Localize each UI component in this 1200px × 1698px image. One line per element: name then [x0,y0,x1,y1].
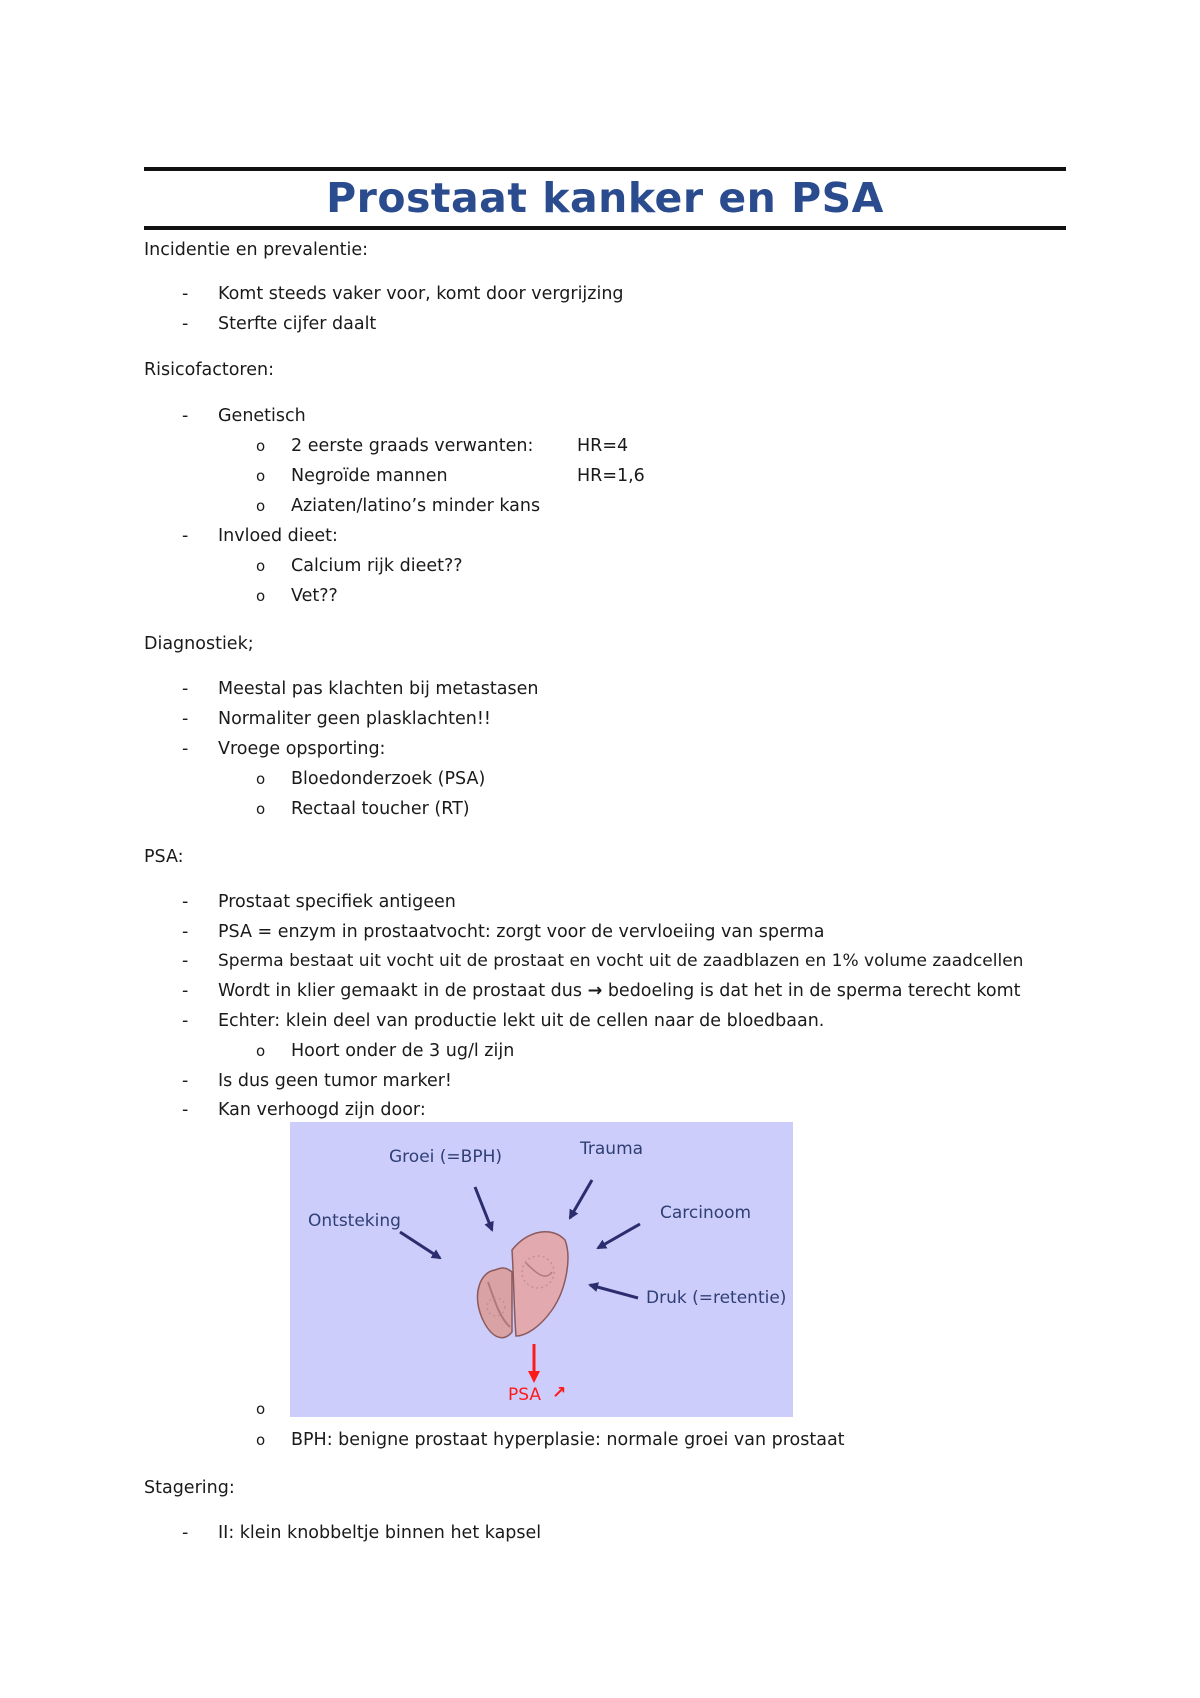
title-rule-bottom [144,226,1066,230]
sub-item: Vet?? [291,586,338,606]
sub-item: Calcium rijk dieet?? [291,556,463,576]
arrow-ontsteking [400,1232,440,1258]
arrow-groei [475,1187,492,1230]
dash-marker: - [182,284,189,304]
heading-psa: PSA: [144,847,184,867]
sub-item: 2 eerste graads verwanten: [291,436,534,456]
label-druk: Druk (=retentie) [646,1288,787,1308]
sub-item: Negroïde mannen [291,466,448,486]
list-item: Kan verhoogd zijn door: [218,1100,426,1120]
dash-marker: - [182,679,189,699]
list-item: Normaliter geen plasklachten!! [218,709,491,729]
dash-marker: - [182,892,189,912]
label-trauma: Trauma [580,1139,644,1159]
list-item: II: klein knobbeltje binnen het kapsel [218,1523,542,1543]
sub-marker: o [256,497,266,515]
dash-marker: - [182,526,189,546]
list-item: Echter: klein deel van productie lekt uit de cellen naar de bloedbaan. [218,1011,825,1031]
dash-marker: - [182,1100,189,1120]
hazard-ratio: HR=4 [577,436,629,456]
list-item: Is dus geen tumor marker! [218,1071,452,1091]
heading-stagering: Stagering: [144,1478,235,1498]
sub-item: Aziaten/latino’s minder kans [291,496,541,516]
sub-marker: o [256,1042,266,1060]
sub-marker: o [256,1431,266,1449]
dash-marker: - [182,1523,189,1543]
arrow-druk [590,1285,638,1298]
list-item-text: bedoeling is dat het in de sperma terecht komt [607,981,1021,1001]
sub-marker: o [256,467,266,485]
list-item: Genetisch [218,406,306,426]
label-psa: PSA [508,1385,541,1405]
list-item: Prostaat specifiek antigeen [218,892,456,912]
list-item-with-arrow [218,979,1020,1003]
list-item: Vroege opsporting: [218,739,386,759]
dash-marker: - [182,922,189,942]
dash-marker: - [182,1071,189,1091]
heading-risicofactoren: Risicofactoren: [144,360,274,380]
figure-graphic [290,1122,793,1417]
dash-marker: - [182,1011,189,1031]
list-item-text: Wordt in klier gemaakt in de prostaat dus [218,981,582,1001]
sub-marker: o [256,1400,266,1418]
list-item: Meestal pas klachten bij metastasen [218,679,539,699]
dash-marker: - [182,406,189,426]
page-title: Prostaat kanker en PSA [326,174,884,222]
sub-marker: o [256,557,266,575]
dash-marker: - [182,314,189,334]
dash-marker: - [182,951,189,971]
prostate-illustration [478,1232,568,1338]
list-item: Komt steeds vaker voor, komt door vergrijzing [218,284,624,304]
sub-item: Hoort onder de 3 ug/l zijn [291,1041,515,1061]
list-item: Invloed dieet: [218,526,338,546]
list-item: Sperma bestaat uit vocht uit de prostaat en vocht uit de zaadblazen en 1% volume zaadcellen [218,951,1024,971]
sub-item: BPH: benigne prostaat hyperplasie: normale groei van prostaat [291,1430,845,1450]
sub-item: Rectaal toucher (RT) [291,799,470,819]
heading-incidentie: Incidentie en prevalentie: [144,240,369,260]
arrow-right-icon: → [587,981,603,1001]
dash-marker: - [182,981,189,1001]
list-item: Sterfte cijfer daalt [218,314,377,334]
label-carcinoom: Carcinoom [660,1203,752,1223]
sub-marker: o [256,770,266,788]
sub-marker: o [256,437,266,455]
heading-diagnostiek: Diagnostiek; [144,634,254,654]
label-ontsteking: Ontsteking [308,1211,401,1231]
list-item: PSA = enzym in prostaatvocht: zorgt voor de vervloeiing van sperma [218,922,825,942]
sub-item: Bloedonderzoek (PSA) [291,769,486,789]
label-groei: Groei (=BPH) [389,1147,502,1167]
dash-marker: - [182,739,189,759]
sub-marker: o [256,587,266,605]
arrow-up-right-icon: ↗ [552,1383,567,1403]
dash-marker: - [182,709,189,729]
psa-causes-figure [290,1122,793,1417]
arrow-trauma [570,1180,592,1218]
hazard-ratio: HR=1,6 [577,466,645,486]
sub-marker: o [256,800,266,818]
arrow-carcinoom [598,1224,640,1248]
